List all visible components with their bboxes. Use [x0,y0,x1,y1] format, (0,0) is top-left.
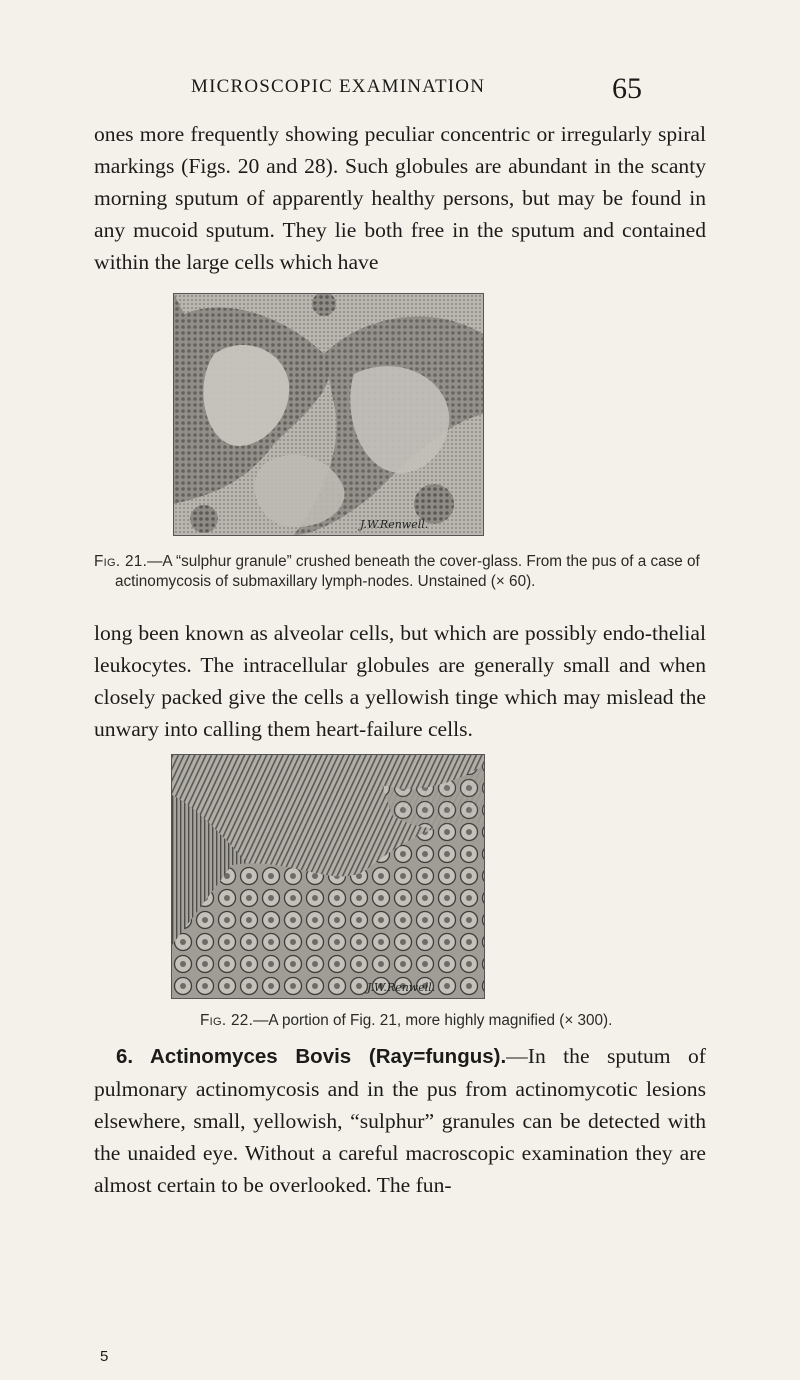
paragraph-2: long been known as alveolar cells, but which are possibly endo-thelial leukocytes. The intracellular globules are generally small and when closely packed give the cells a yellowish tinge which may mislead the unwary into calling them heart-failure cells. [94,621,706,741]
paragraph-3-body: —In the sputum of pulmonary actinomycosis and in the pus from actinomycotic lesions elsewhere, small, yellowish, “sulphur” granules can be detected with the unaided eye. Without a careful macroscopic examination they are almost certain to be overlooked. The fun- [94,1044,706,1197]
paragraph-1: ones more frequently showing peculiar concentric or irregularly spiral markings (Figs. 20 and 28). Such globules are abundant in the scanty morning sputum of apparently healthy persons, but may be found in any mucoid sputum. They lie both free in the sputum and contained within the large cells which have [94,122,706,274]
figure-21-caption-line2: actinomycosis of submaxillary lymph-nodes. Unstained (× 60). [115,572,536,590]
figure-21-label: Fig. 21. [94,553,148,570]
running-head [0,72,800,108]
figure-21-image [173,293,484,536]
figure-22-signature: J.W.Renwell. [367,981,436,994]
figure-21-caption [94,552,720,591]
figure-22-caption-text: —A portion of Fig. 21, more highly magnified (× 300). [253,1012,613,1029]
paragraph-3 [94,1040,706,1201]
signature-mark: 5 [100,1348,109,1365]
running-title: MICROSCOPIC EXAMINATION [191,76,486,97]
figure-22-label: Fig. 22. [200,1012,254,1029]
page-number: 65 [612,72,642,105]
figure-22-caption [200,1011,760,1031]
figure-22-image [171,754,485,999]
section-heading: 6. Actinomyces Bovis (Ray=fungus). [116,1045,507,1068]
figure-21-signature: J.W.Renwell. [360,518,429,531]
figure-21-caption-line1: —A “sulphur granule” crushed beneath the cover-glass. From the pus of a case of [147,553,700,570]
